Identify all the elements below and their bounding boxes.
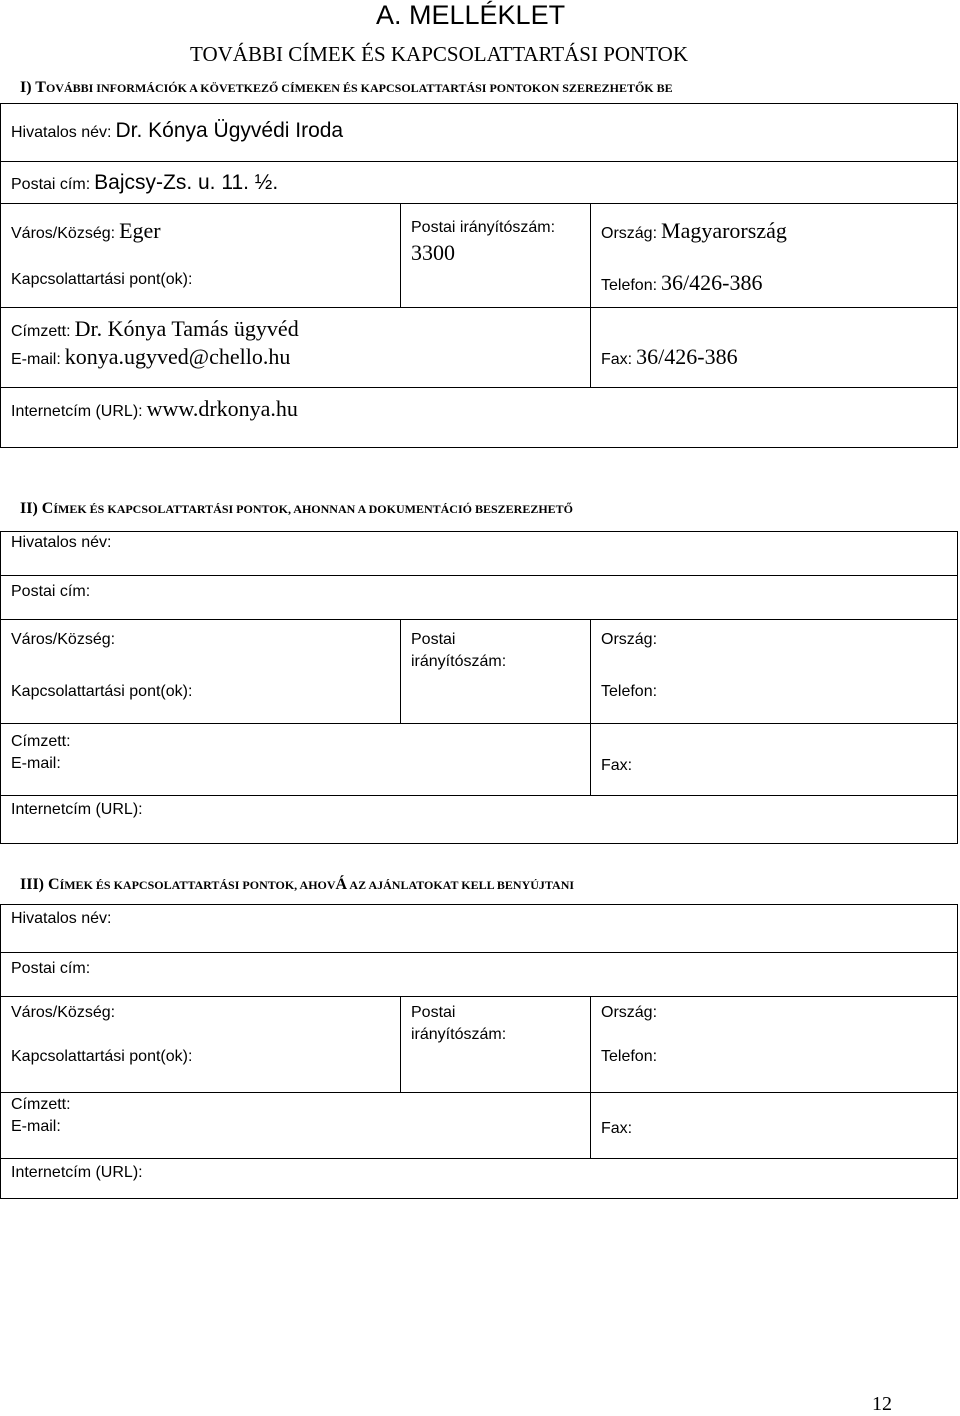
section-3-recipient-label: Címzett: — [11, 1096, 71, 1113]
section-2-postal-address-cell — [1, 576, 958, 620]
url-label: Internetcím (URL): — [11, 403, 143, 420]
section-1-heading: I) TOVÁBBI INFORMÁCIÓK A KÖVETKEZŐ CÍMEKEN ÉS KAPCSOLATTARTÁSI PONTOKON SZEREZHETŐK BE — [20, 79, 673, 96]
section-3-postcode-cell — [401, 997, 591, 1093]
section-2-heading: II) CÍMEK ÉS KAPCSOLATTARTÁSI PONTOK, AHONNAN A DOKUMENTÁCIÓ BESZEREZHETŐ — [20, 500, 574, 517]
recipient-value: Dr. Kónya Tamás ügyvéd — [74, 316, 299, 341]
section-3-official-name-label: Hivatalos név: — [11, 910, 112, 927]
section-3-country-phone-cell — [591, 997, 958, 1093]
section-2-official-name-cell — [1, 532, 958, 576]
email-value: konya.ugyved@chello.hu — [64, 344, 291, 369]
page-title: A. MELLÉKLET — [376, 0, 566, 30]
section-3-country-label: Ország: — [601, 1004, 658, 1021]
postal-address-value: Bajcsy-Zs. u. 11. ½. — [94, 171, 279, 194]
section-2-url-cell — [1, 796, 958, 844]
section-2-official-name-label: Hivatalos név: — [11, 534, 112, 551]
section-1-form — [0, 103, 958, 448]
section-2-form — [0, 531, 958, 844]
section-2-fax-cell — [591, 724, 958, 796]
recipient-email-cell — [1, 308, 591, 388]
city-contact-cell — [1, 204, 401, 308]
section-3-url-cell — [1, 1159, 958, 1199]
postcode-value: 3300 — [411, 240, 455, 265]
section-3-postal-address-label: Postai cím: — [11, 960, 91, 977]
official-name-cell — [1, 104, 958, 162]
section-2-recipient-label: Címzett: — [11, 733, 71, 750]
section-3-fax-label: Fax: — [601, 1120, 633, 1137]
postcode-label: Postai irányítószám: — [411, 219, 556, 236]
recipient-label: Címzett: — [11, 323, 71, 340]
section-3-city-label: Város/Község: — [11, 1004, 116, 1021]
section-2-recipient-email-cell — [1, 724, 591, 796]
section-2-postal-address-label: Postai cím: — [11, 583, 91, 600]
url-value: www.drkonya.hu — [146, 396, 298, 421]
city-value: Eger — [119, 218, 161, 243]
phone-label: Telefon: — [601, 277, 658, 294]
country-phone-cell — [591, 204, 958, 308]
email-label: E-mail: — [11, 351, 61, 368]
fax-label: Fax: — [601, 351, 633, 368]
section-3-fax-cell — [591, 1093, 958, 1159]
section-2-postcode-label-2: irányítószám: — [411, 653, 507, 670]
section-2-phone-label: Telefon: — [601, 683, 658, 700]
section-2-url-label: Internetcím (URL): — [11, 801, 143, 818]
section-3-heading: III) CÍMEK ÉS KAPCSOLATTARTÁSI PONTOK, AHOVÁ AZ AJÁNLATOKAT KELL BENYÚJTANI — [20, 876, 575, 893]
official-name-value: Dr. Kónya Ügyvédi Iroda — [115, 119, 344, 142]
section-3-postcode-label-2: irányítószám: — [411, 1026, 507, 1043]
section-3-recipient-email-cell — [1, 1093, 591, 1159]
section-2-fax-label: Fax: — [601, 757, 633, 774]
section-2-city-label: Város/Község: — [11, 631, 116, 648]
section-2-city-contact-cell — [1, 620, 401, 724]
country-label: Ország: — [601, 225, 658, 242]
section-3-postal-address-cell — [1, 953, 958, 997]
section-3-postcode-label-1: Postai — [411, 1004, 456, 1021]
postal-address-cell — [1, 162, 958, 204]
fax-cell — [591, 308, 958, 388]
fax-value: 36/426-386 — [636, 344, 738, 369]
section-3-official-name-cell — [1, 905, 958, 953]
section-3-form — [0, 904, 958, 1199]
section-2-contact-point-label: Kapcsolattartási pont(ok): — [11, 683, 193, 700]
page-number: 12 — [872, 1393, 892, 1415]
section-2-email-label: E-mail: — [11, 755, 61, 772]
postcode-cell — [401, 204, 591, 308]
city-label: Város/Község: — [11, 225, 116, 242]
section-3-phone-label: Telefon: — [601, 1048, 658, 1065]
section-2-postcode-label-1: Postai — [411, 631, 456, 648]
postal-address-label: Postai cím: — [11, 176, 91, 193]
section-3-email-label: E-mail: — [11, 1118, 61, 1135]
official-name-label: Hivatalos név: — [11, 124, 112, 141]
section-3-url-label: Internetcím (URL): — [11, 1164, 143, 1181]
section-3-contact-point-label: Kapcsolattartási pont(ok): — [11, 1048, 193, 1065]
contact-point-label: Kapcsolattartási pont(ok): — [11, 271, 193, 288]
country-value: Magyarország — [661, 218, 787, 243]
phone-value: 36/426-386 — [661, 270, 763, 295]
section-2-postcode-cell — [401, 620, 591, 724]
section-3-city-contact-cell — [1, 997, 401, 1093]
url-cell — [1, 388, 958, 448]
section-2-country-label: Ország: — [601, 631, 658, 648]
page-subtitle: TOVÁBBI CÍMEK ÉS KAPCSOLATTARTÁSI PONTOK — [190, 42, 688, 66]
section-2-country-phone-cell — [591, 620, 958, 724]
